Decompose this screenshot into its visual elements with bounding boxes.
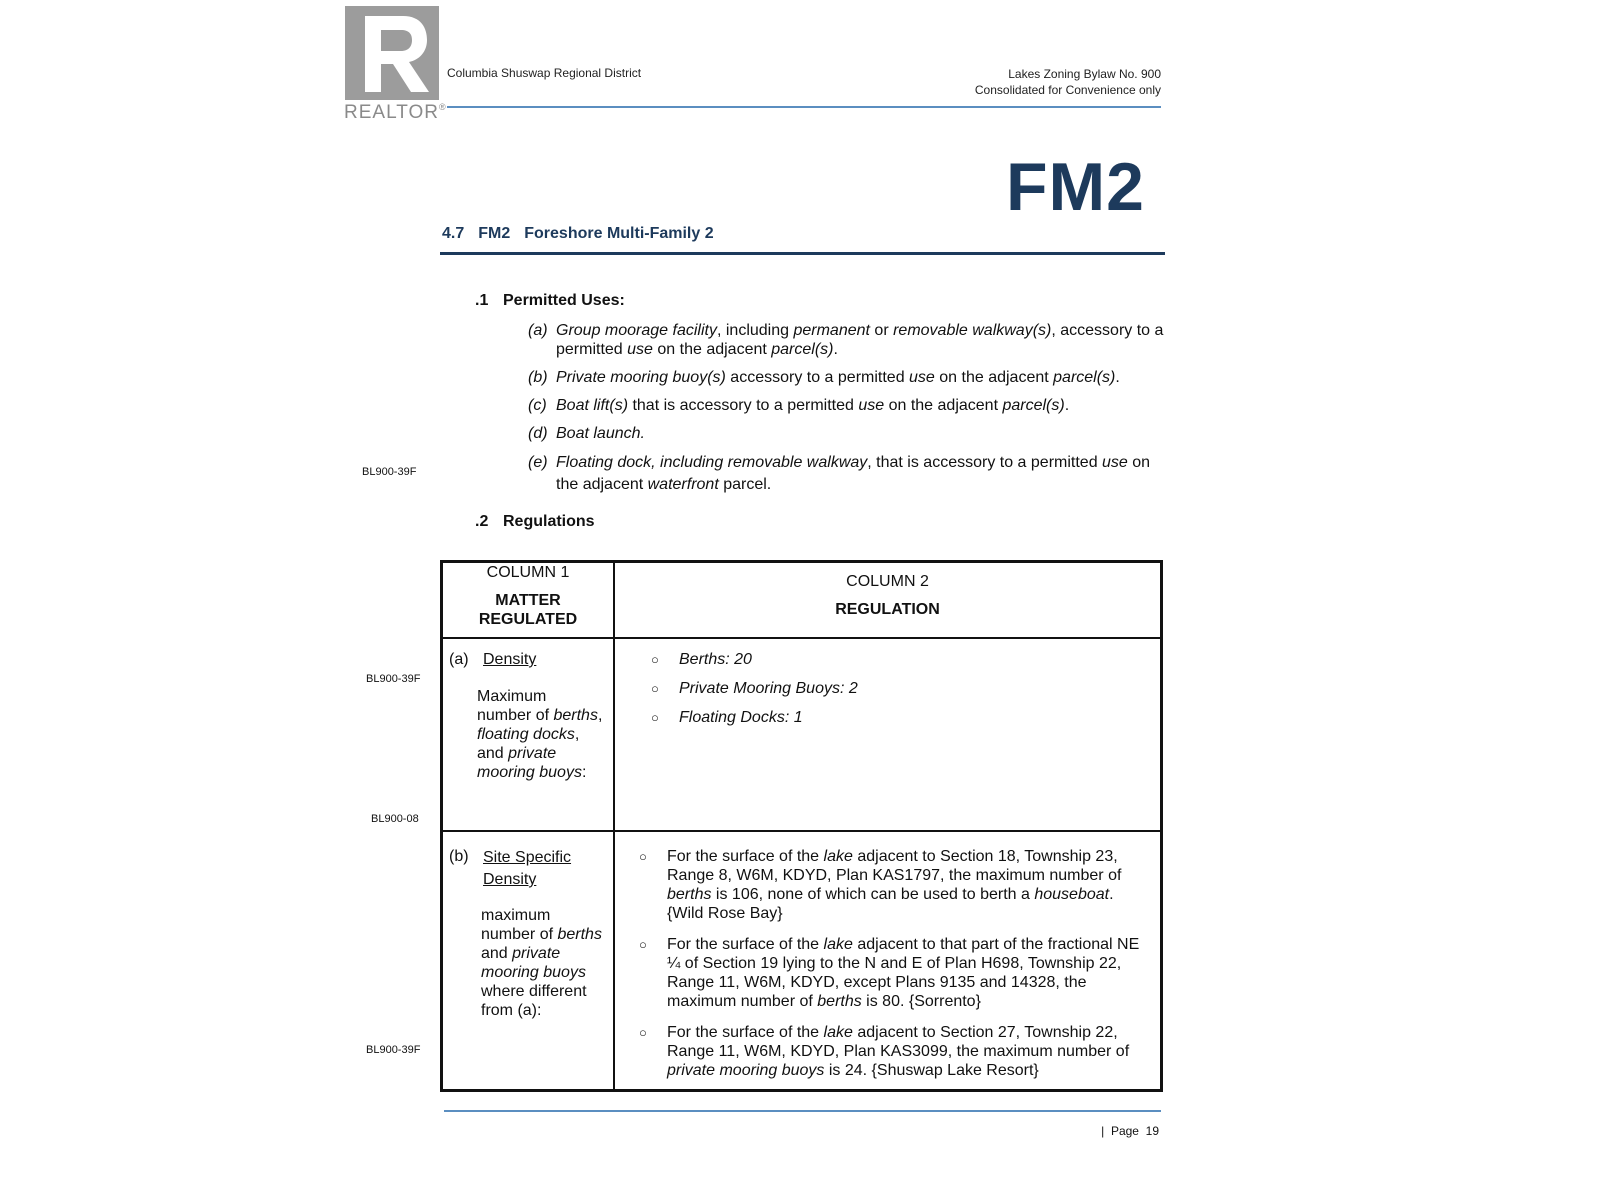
- row-b-title-line: Site Specific: [483, 849, 572, 866]
- margin-note: BL900-39F: [366, 673, 421, 685]
- row-a-regulation-text: Private Mooring Buoys: 2: [679, 680, 858, 697]
- row-b-regulation-item: [639, 847, 1154, 923]
- row-b-title: [483, 847, 571, 891]
- section-rule: [440, 252, 1165, 255]
- page-number-value: 19: [1145, 1124, 1159, 1138]
- header-district: Columbia Shuswap Regional District: [447, 66, 642, 80]
- row-a-regulation-item: [651, 650, 1141, 669]
- regulations-heading: [475, 513, 595, 531]
- permitted-uses-title: Permitted Uses:: [503, 292, 625, 309]
- section-number: 4.7: [442, 225, 465, 242]
- section-title: [442, 225, 728, 243]
- permitted-use-text: Private mooring buoy(s) accessory to a permitted use on the adjacent parcel(s).: [556, 369, 1120, 386]
- header-bylaw-title: Lakes Zoning Bylaw No. 900: [1008, 67, 1161, 81]
- table-header-column-1: [443, 563, 613, 629]
- permitted-uses-heading: [475, 292, 625, 310]
- row-b-regulation-item: [639, 1023, 1154, 1080]
- footer-rule: [444, 1110, 1161, 1112]
- hollow-circle-bullet-icon: ○: [639, 1025, 647, 1040]
- page-label: Page: [1110, 1124, 1139, 1138]
- header-bylaw: [975, 66, 1161, 98]
- header-rule: [447, 106, 1161, 108]
- row-b-label: (b): [449, 848, 469, 865]
- margin-note: BL900-39F: [362, 466, 417, 478]
- row-a-description: Maximum number of berths, floating docks, and private mooring buoys:: [477, 688, 603, 781]
- row-a-regulation-item: [651, 708, 1141, 727]
- margin-note: BL900-39F: [366, 1044, 421, 1056]
- hollow-circle-bullet-icon: ○: [639, 849, 647, 864]
- row-a-regulation-text: Berths: 20: [679, 651, 752, 668]
- header-bylaw-note: Consolidated for Convenience only: [974, 83, 1161, 97]
- hollow-circle-bullet-icon: ○: [651, 652, 659, 667]
- margin-note: BL900-08: [371, 813, 419, 825]
- row-b-regulation-text: For the surface of the lake adjacent to Section 27, Township 22, Range 11, W6M, KDYD, Plan KAS3099, the maximum number of private mooring buoys is 24. {Shuswap Lake Resort}: [667, 1024, 1130, 1079]
- table-column-divider: [613, 560, 615, 1092]
- permitted-use-item: [528, 396, 1168, 415]
- hollow-circle-bullet-icon: ○: [651, 710, 659, 725]
- hollow-circle-bullet-icon: ○: [639, 937, 647, 952]
- column-2-caption: COLUMN 2: [846, 573, 929, 590]
- permitted-use-label: (e): [528, 454, 548, 471]
- hollow-circle-bullet-icon: ○: [651, 681, 659, 696]
- permitted-use-label: (b): [528, 369, 548, 386]
- row-a-title: Density: [483, 651, 537, 668]
- row-b-description: maximum number of berths and private mooring buoys where different from (a):: [481, 907, 602, 1019]
- permitted-use-item: [528, 321, 1168, 359]
- permitted-use-item: [528, 424, 1168, 443]
- permitted-use-item: [528, 368, 1168, 387]
- permitted-use-text: Floating dock, including removable walkway, that is accessory to a permitted use on the adjacent waterfront parcel.: [556, 454, 1151, 493]
- row-b-title-line: Density: [483, 871, 537, 888]
- section-name: Foreshore Multi-Family 2: [524, 225, 714, 242]
- row-b-regulation-item: [639, 935, 1154, 1011]
- permitted-uses-number: .1: [475, 292, 489, 309]
- row-a-label: (a): [449, 651, 469, 668]
- page-number: [1101, 1124, 1159, 1138]
- permitted-use-label: (a): [528, 322, 548, 339]
- permitted-use-text: Boat lift(s) that is accessory to a permitted use on the adjacent parcel(s).: [556, 397, 1070, 414]
- column-2-title: REGULATION: [835, 601, 940, 618]
- table-header-divider: [440, 637, 1163, 639]
- permitted-use-text: Boat launch.: [556, 425, 645, 442]
- row-b-regulation-text: For the surface of the lake adjacent to that part of the fractional NE ¼ of Section 19 lying to the N and E of Plan H698, Township 22, Range 11, W6M, KDYD, except Plans 9135 and 14328, the maximum number of berths is 80. {Sorrento}: [667, 936, 1140, 1010]
- realtor-wordmark: REALTOR®: [344, 102, 446, 123]
- column-1-title: MATTER: [495, 592, 561, 609]
- zone-code: FM2: [1006, 149, 1145, 225]
- permitted-use-label: (c): [528, 397, 547, 414]
- row-a-regulation-item: [651, 679, 1141, 698]
- row-a-regulation-text: Floating Docks: 1: [679, 709, 803, 726]
- page-separator: |: [1101, 1124, 1105, 1138]
- realtor-logo: [345, 6, 439, 100]
- row-b-regulation-text: For the surface of the lake adjacent to Section 18, Township 23, Range 8, W6M, KDYD, Plan KAS1797, the maximum number of berths is 106, none of which can be used to berth a houseboat. {Wild Rose Bay}: [667, 848, 1122, 922]
- regulations-title: Regulations: [503, 513, 595, 530]
- table-row-divider: [440, 830, 1163, 832]
- regulations-number: .2: [475, 513, 489, 530]
- permitted-use-text: Group moorage facility, including permanent or removable walkway(s), accessory to a permitted use on the adjacent parcel(s).: [556, 322, 1164, 358]
- column-1-caption: COLUMN 1: [486, 564, 570, 581]
- table-header-column-2: [615, 572, 1160, 619]
- realtor-r-icon: [345, 6, 439, 100]
- permitted-use-label: (d): [528, 425, 548, 442]
- permitted-use-item: [528, 452, 1168, 496]
- section-code: FM2: [478, 225, 511, 242]
- column-1-title-cont: REGULATED: [478, 611, 578, 628]
